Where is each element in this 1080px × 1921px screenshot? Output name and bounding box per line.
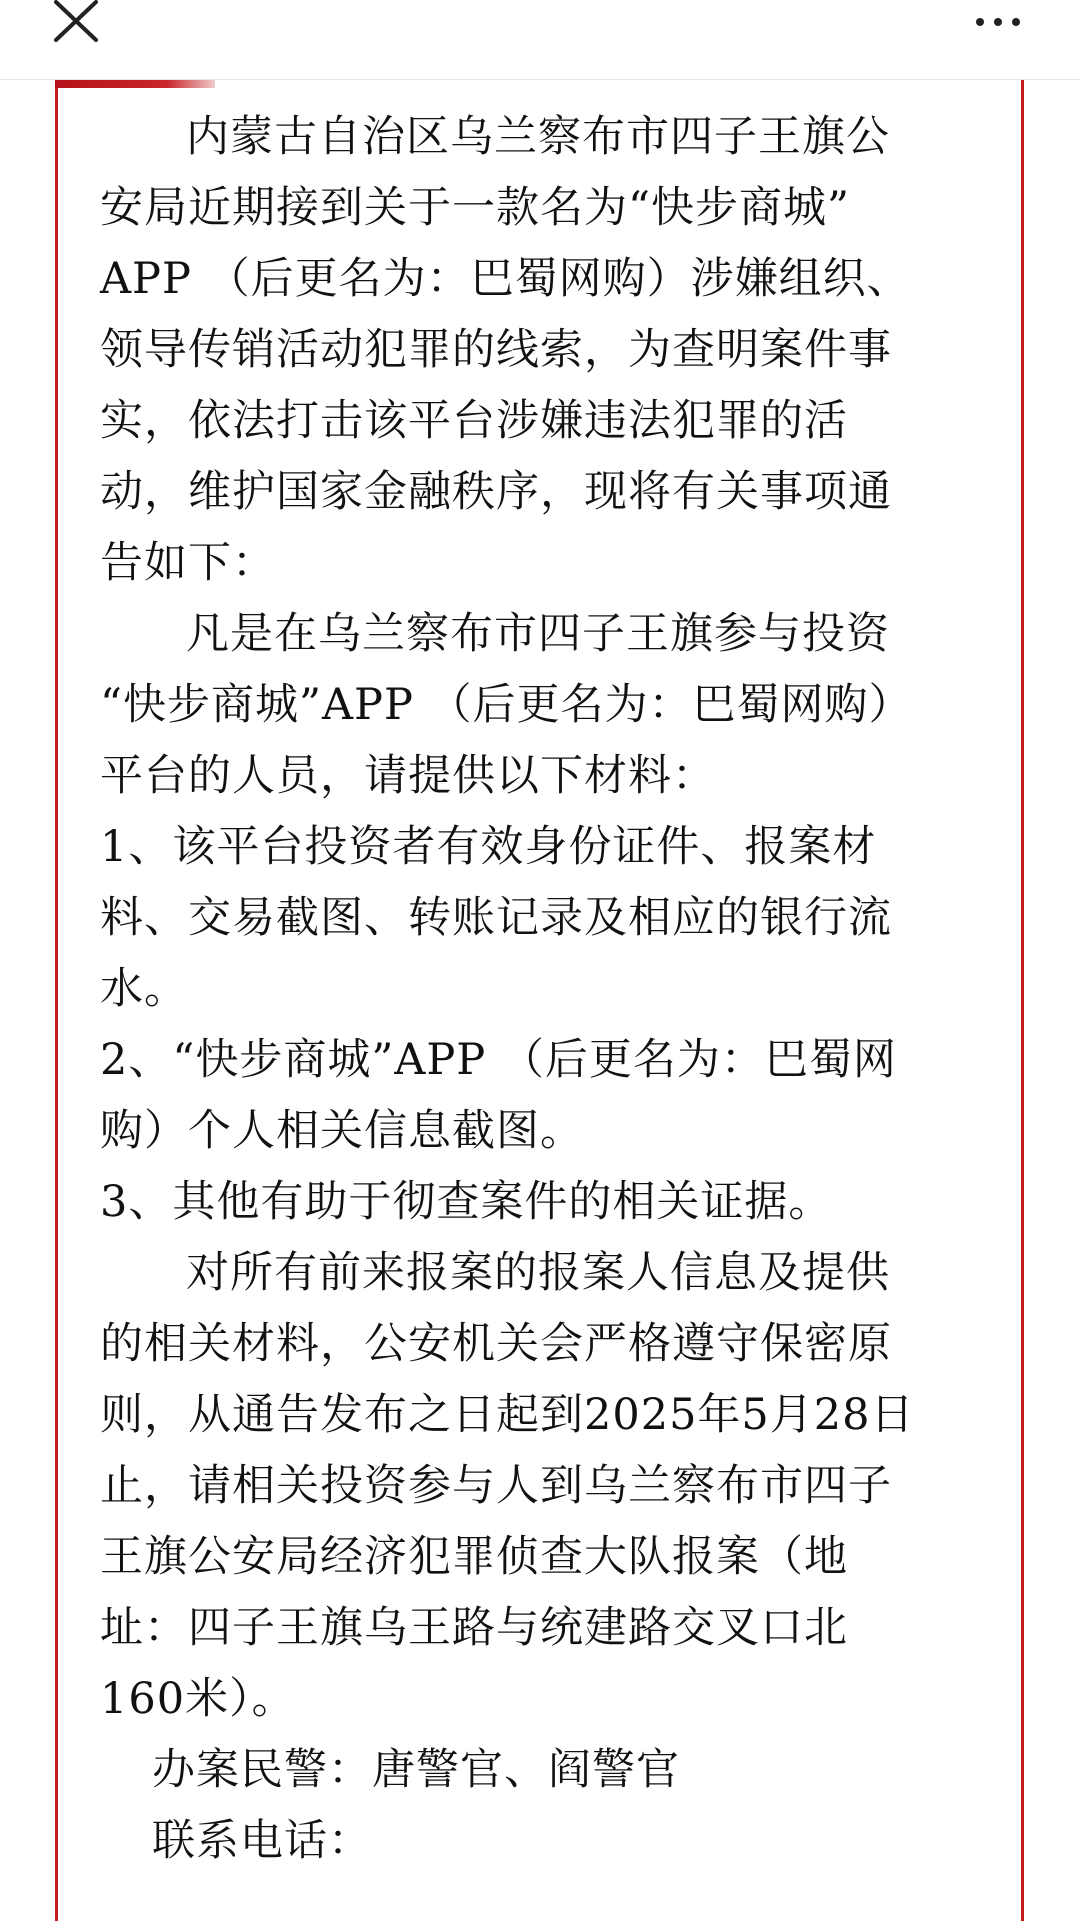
notice-line: 址：四子王旗乌王路与统建路交叉口北 [100,1603,848,1653]
notice-line: 平台的人员，请提供以下材料： [100,751,716,801]
more-horizontal-icon [968,4,1028,40]
document-border-left [55,80,58,1921]
notice-line: 动，维护国家金融秩序，现将有关事项通 [100,467,892,517]
notice-line: 联系电话： [152,1816,372,1866]
notice-line: “快步商城”APP （后更名为：巴蜀网购） [100,680,913,730]
notice-line: 凡是在乌兰察布市四子王旗参与投资 [186,609,890,659]
notice-line: 实，依法打击该平台涉嫌违法犯罪的活 [100,396,848,446]
notice-line: 王旗公安局经济犯罪侦查大队报案（地 [100,1532,848,1582]
notice-line: 2、“快步商城”APP （后更名为：巴蜀网 [100,1035,897,1085]
notice-line: 1、该平台投资者有效身份证件、报案材 [100,822,877,872]
notice-line: 则，从通告发布之日起到2025年5月28日 [100,1390,915,1440]
notice-line: 安局近期接到关于一款名为“快步商城” [100,183,850,233]
notice-body [100,102,985,1877]
notice-line: APP （后更名为：巴蜀网购）涉嫌组织、 [100,254,911,304]
notice-line: 内蒙古自治区乌兰察布市四子王旗公 [186,112,890,162]
notice-line: 160米）。 [100,1674,296,1724]
document-header-accent [55,80,215,88]
notice-line: 办案民警：唐警官、阎警官 [152,1745,680,1795]
more-options-button[interactable] [968,4,1028,40]
close-icon [52,0,104,46]
notice-line: 领导传销活动犯罪的线索，为查明案件事 [100,325,892,375]
notice-line: 水。 [100,964,188,1014]
notice-line: 料、交易截图、转账记录及相应的银行流 [100,893,892,943]
document-border-right [1021,80,1024,1921]
notice-line: 3、其他有助于彻查案件的相关证据。 [100,1177,833,1227]
notice-line: 的相关材料，公安机关会严格遵守保密原 [100,1319,892,1369]
notice-line: 对所有前来报案的报案人信息及提供 [186,1248,890,1298]
top-bar [0,0,1080,78]
notice-line: 止，请相关投资参与人到乌兰察布市四子 [100,1461,892,1511]
notice-line: 告如下： [100,538,276,588]
close-button[interactable] [52,0,104,46]
notice-line: 购）个人相关信息截图。 [100,1106,584,1156]
